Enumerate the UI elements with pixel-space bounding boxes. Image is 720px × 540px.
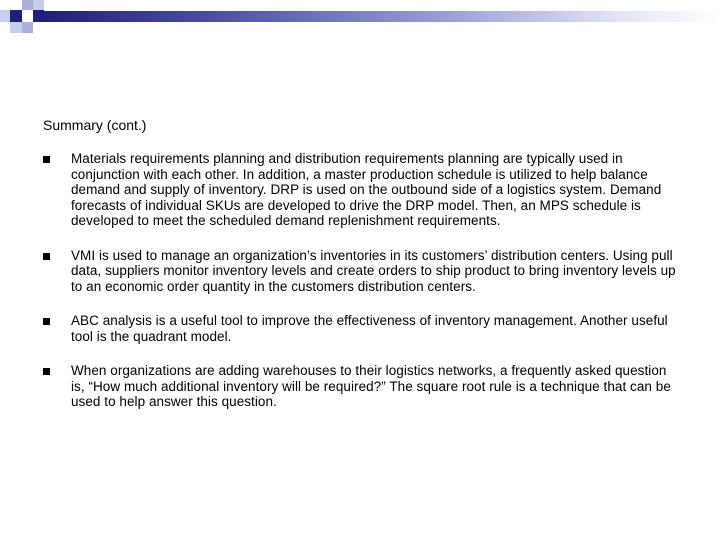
slide-title: Summary (cont.) xyxy=(43,117,147,133)
decor-square xyxy=(0,10,10,22)
bullet-square-icon xyxy=(43,253,50,260)
bullet-text: Materials requirements planning and distribution requirements planning are typically used in conjunction with each other. In addition, a master production schedule is utilized to help balance demand and supply of inventory. DRP is used on the outbound side of a logistics system. Demand forecasts of individual SKUs are developed to drive the DRP model. Then, an MPS schedule is developed to meet the scheduled demand replenishment requirements. xyxy=(71,151,662,228)
decor-square xyxy=(10,10,22,22)
list-item xyxy=(43,248,683,295)
decor-square xyxy=(22,22,33,33)
decor-square xyxy=(10,22,22,33)
list-item xyxy=(43,313,683,344)
bullet-square-icon xyxy=(43,318,50,325)
list-item xyxy=(43,151,683,229)
bullet-text: ABC analysis is a useful tool to improve the effectiveness of inventory management. Another useful tool is the quadrant model. xyxy=(71,313,668,344)
decor-square xyxy=(22,0,33,10)
header-gradient-bar xyxy=(44,11,720,22)
bullet-text: When organizations are adding warehouses to their logistics networks, a frequently asked question is, “How much additional inventory will be required?” The square root rule is a technique that can be used to help answer this question. xyxy=(71,363,671,409)
decor-square xyxy=(33,0,44,10)
bullet-list xyxy=(43,151,683,410)
bullet-square-icon xyxy=(43,368,50,375)
header-decoration xyxy=(0,0,720,50)
bullet-text: VMI is used to manage an organization’s inventories in its customers’ distribution centers. Using pull data, suppliers monitor inventory levels and create orders to ship product to bring inventory levels up to an economic order quantity in the customers distribution centers. xyxy=(71,247,676,294)
list-item xyxy=(43,363,683,410)
decor-square xyxy=(33,10,44,22)
bullet-square-icon xyxy=(43,156,50,163)
